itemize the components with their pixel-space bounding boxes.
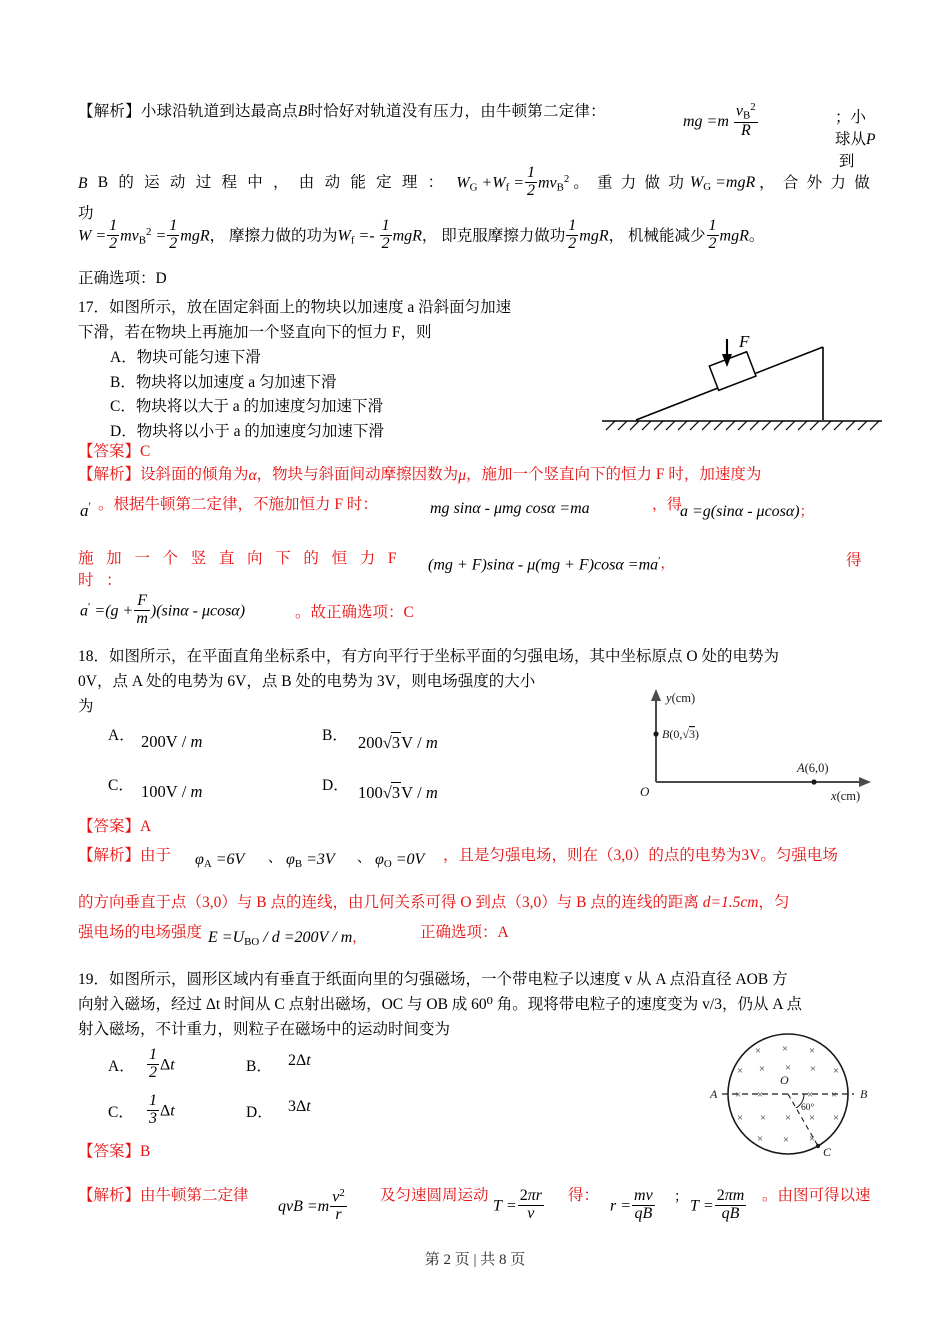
q17-option-c-key: C． [110,398,136,415]
q16-var-b: B [297,103,308,121]
svg-text:×: × [734,1089,742,1101]
q18-analysis-3b: ，匀 [758,894,790,911]
q18-analysis-1: 由于 [140,847,172,864]
q19-answer-value: B [140,1143,151,1160]
svg-text:×: × [808,1045,816,1057]
q16-solution-line3: W = $\frac{1}{2}$ $mv_B^2$ = $\frac{1}{2}$ mgR， 摩擦力做的功为$W_f$ =- $\frac{1}{2}$ mgR， 即克服摩擦力做功 $\frac{1}{2}$ mgR， 机械能减少 $\frac{1}{2}$ mgR。 [78,217,765,252]
q18-phi-o: $\varphi_O =0V$ [375,851,425,871]
svg-text:×: × [808,1112,816,1124]
svg-text:×: × [756,1089,764,1101]
q19-option-d-formula: 3Δt [288,1098,311,1115]
q18-point-b-label: B(0,√3) [662,727,699,741]
q17-conclusion: 。故正确选项：C [295,604,414,621]
q17-answer-value: C [140,443,151,460]
q17-option-a[interactable] [110,346,598,371]
q18-answer-line [78,815,151,838]
q17-formula-withF: (mg + F)sinα - μ(mg + F)cosα =ma′， [428,554,675,574]
q16-line2-mid: 。 重 力 做 功 [573,174,687,192]
svg-text:×: × [758,1063,766,1075]
svg-text:×: × [736,1112,744,1124]
q17-force-label: F [739,332,750,351]
q17-option-c[interactable] [110,395,598,420]
q19-option-c-formula: $\frac{1}{3}$ Δt [149,1092,175,1127]
q19-label-a: A [710,1087,718,1101]
q17-option-b-key: B． [110,373,136,391]
q18-origin-label: O [640,784,650,799]
q18-option-a-formula: 200V / m [141,732,203,751]
q17-analysis-line3: 施 加 一 个 竖 直 向 下 的 恒 力 F 时 ： [78,550,401,589]
q17-formula-a: a =g(sinα - μcosα)； [680,503,814,521]
q17-option-b[interactable] [110,371,598,396]
q18-stem-line3: 为 [78,698,94,715]
svg-text:×: × [756,1133,764,1145]
q18-option-a-key[interactable]: A． [108,727,135,744]
q17-analysis-label: 【解析】 [78,466,141,483]
q19-analysis-4: 。由图可得以速 [762,1187,871,1204]
q18-phi-a: $\varphi_A =6V$ [195,851,245,871]
q18-point-b-marker [653,731,658,736]
svg-text:×: × [832,1112,840,1124]
q18-option-d-key[interactable]: D． [322,777,349,794]
svg-text:×: × [781,1043,789,1055]
q18-analysis-line1-prefix [78,843,171,865]
q17-options [110,346,598,444]
q17-analysis-3: ，施加一个竖直向下的恒力 F 时，加速度为 [465,466,762,483]
q16-solution-line2: B B 的 运 动 过 程 中 ， 由 动 能 定 理 ： $W_G +W_f$ = $\frac{1}{2}$ $mv_B^2$ 。 重 力 做 功 $W_G =mgR$ ， 合 外 力 做 功 [78,164,872,222]
q16-line3-a: ， 摩擦力做的功为 [209,227,338,245]
q17-option-a-text: 物块可能匀速下滑 [136,349,261,366]
q19-stem-text1: 如图所示，圆形区域内有垂直于纸面向里的匀强磁场，一个带电粒子以速度 v 从 A 点沿直径 AOB 方 [109,971,788,988]
q18-answer-label: 【答案】 [78,818,141,835]
q17-option-b-text: 物块将以加速度 a 匀加速下滑 [135,373,337,391]
q19-label-o: O [780,1073,789,1087]
q17-figure-inclined-plane [596,325,886,440]
q16-text-3: ；小球从 [835,109,867,148]
svg-text:×: × [784,1062,792,1074]
q18-analysis-4: 强电场的电场强度 [78,924,203,941]
q17-option-a-key: A． [110,349,137,366]
q17-analysis-1: 设斜面的倾角为 [140,466,249,483]
q16-correct-option: 正确选项：D [78,270,167,287]
q17-analysis-line1 [78,463,883,487]
q17-symbol-mu: μ [458,466,466,484]
q19-options [108,1046,468,1134]
q16-text-3-4 [835,105,878,171]
q17-stem-text1: 如图所示，放在固定斜面上的物块以加速度 a 沿斜面匀加速 [109,299,512,316]
q17-option-d-key: D． [110,422,137,440]
q18-options [108,723,588,815]
svg-text:×: × [830,1089,838,1101]
q17-analysis-line2-var: a′ [80,500,92,520]
q18-stem-line1 [78,644,883,669]
q16-line3-c: ， 机械能减少 [608,227,706,245]
q19-label-c: C [823,1145,832,1159]
svg-text:×: × [782,1134,790,1146]
q18-answer-value: A [140,818,152,835]
q17-stem-line1 [78,295,598,320]
q17-option-d-text: 物块将以小于 a 的加速度匀加速下滑 [136,422,384,440]
q18-stem-text1: 如图所示，在平面直角坐标系中，有方向平行于坐标平面的匀强电场，其中坐标原点 O 处的电势为 [109,648,779,665]
q16-text-2: 时恰好对轨道没有压力，由牛顿第二定律： [307,103,606,120]
q18-analysis-label: 【解析】 [78,847,141,864]
q18-figure-cartesian-axes [634,684,884,804]
q18-option-b-formula: 200√3V / m [358,733,438,752]
q17-answer-line [78,440,883,463]
q17-number: 17． [78,299,110,316]
q19-option-a-key[interactable]: A． [108,1058,135,1075]
q16-text-1: 小球沿轨道到达最高点 [140,103,298,120]
q18-y-axis-label: y(cm) [666,691,696,705]
q19-formula-r: r = $\frac{mv}{qB}$ [610,1187,653,1222]
q17-formula-aprime: a′ =(g + $\frac{F}{m}$ )(sinα - μcosα) [80,592,246,627]
q17-formula-newton: mg sinα - μmg cosα =ma [430,500,590,518]
q17-answer-block [78,440,883,487]
q16-line2-end: ， 合 外 力 做 功 [78,174,872,222]
q19-analysis-1: 由牛顿第二定律 [140,1187,249,1204]
q19-analysis-label: 【解析】 [78,1187,141,1204]
q17-option-c-text: 物块将以大于 a 的加速度匀加速下滑 [135,398,383,415]
q17-symbol-alpha: α [248,466,257,484]
q16-line3-d: 。 [748,227,765,245]
q16-formula-1: mg =m $\frac{v_B^2}{R}$ [683,101,756,139]
q17-analysis-2: ，物块与斜面间动摩擦因数为 [256,466,459,483]
q18-point-a-label: A(6,0) [797,761,829,775]
q18-analysis-3 [78,890,789,912]
svg-text:×: × [806,1089,814,1101]
q18-sep-2: 、 [357,851,371,866]
q16-analysis-label: 【解析】 [78,103,141,120]
svg-text:×: × [784,1112,792,1124]
q19-figure-magnetic-field [700,1026,880,1166]
q19-angle-label: 60° [801,1103,815,1113]
svg-text:×: × [736,1065,744,1077]
q18-comma: ， [443,847,459,864]
q16-var-p: P [866,131,876,149]
q18-sep-1: 、 [268,851,282,866]
q19-option-b-key[interactable]: B． [246,1058,272,1075]
q16-line2-pre: B 的 运 动 过 程 中 ， 由 动 能 定 理 ： [97,174,447,192]
q18-formula-E: $E =U_{BO} / d =200V / m$， [208,928,367,948]
q16-solution-block [78,100,878,287]
q18-number: 18． [78,648,110,665]
q17-answer-label: 【答案】 [78,443,141,460]
q19-stem-line3: 射入磁场，不计重力，则粒子在磁场中的运动时间变为 [78,1021,451,1038]
q17-block [78,295,598,444]
q19-stem-line1 [78,967,883,992]
q17-analysis-line2-text: 。根据牛顿第二定律，不施加恒力 F 时： [98,496,378,513]
q17-word-de-2: 得 [846,552,862,569]
q19-analysis-3: 得： [568,1187,600,1204]
q17-stem-line2: 下滑，若在物块上再施加一个竖直向下的恒力 F，则 [78,324,432,341]
svg-text:×: × [754,1045,762,1057]
q19-option-d-key[interactable]: D． [246,1104,273,1121]
q18-option-c-formula: 100V / m [141,782,203,801]
q19-number: 19． [78,971,110,988]
q19-label-b: B [860,1087,868,1101]
q16-line3-b: ， 即克服摩擦力做功 [421,227,566,245]
q19-option-b-formula: 2Δt [288,1052,311,1069]
svg-text:×: × [832,1065,840,1077]
page-footer: 第 2 页 | 共 8 页 [424,1252,526,1268]
svg-text:×: × [808,1133,816,1145]
q19-analysis-2: 及匀速圆周运动 [380,1187,489,1204]
q19-stem-line2: 向射入磁场，经过 Δt 时间从 C 点射出磁场，OC 与 OB 成 60⁰ 角。现将带电粒子的速度变为 v/3，仍从 A 点 [78,996,803,1013]
q18-point-a-marker [811,779,816,784]
q18-option-b-key[interactable]: B． [322,727,348,744]
q18-d-value: d=1.5cm [702,894,759,912]
q19-analysis-prefix [78,1183,249,1205]
q19-option-c-key[interactable]: C． [108,1104,134,1121]
q19-formula-T2: T = $\frac{2\pi m}{qB}$ [690,1187,745,1222]
q18-phi-b: $\varphi_B =3V$ [286,851,335,871]
q19-formula-T: T = $\frac{2\pi r}{v}$ [493,1187,542,1222]
q17-word-de-1: ，得 [652,497,683,513]
q19-answer-label: 【答案】 [78,1143,141,1160]
q18-analysis-2 [443,843,838,865]
q18-analysis-2-text: 且是匀强电场，则在（3,0）的点的电势为3V。匀强电场 [458,847,838,864]
q18-analysis-3-text: 的方向垂直于点（3,0）与 B 点的连线，由几何关系可得 O 到点（3,0）与 B 点的连线的距离 [78,894,703,911]
svg-text:×: × [759,1112,767,1124]
q18-x-axis-label: x(cm) [831,789,861,803]
q19-answer-line [78,1139,150,1161]
q18-stem-line2: 0V，点 A 处的电势为 6V，点 B 处的电势为 3V，则电场强度的大小 [78,673,536,690]
q18-option-d-formula: 100√3V / m [358,783,438,802]
q19-formula-lorentz: qvB =m $\frac{v^2}{r}$ [278,1187,345,1224]
q16-text-4: 到 [838,153,855,171]
q19-sep-semicolon: ； [674,1190,688,1205]
q18-conclusion: 正确选项：A [420,924,509,941]
q18-option-c-key[interactable]: C． [108,777,134,794]
svg-text:×: × [809,1063,817,1075]
q19-option-a-formula: $\frac{1}{2}$ Δt [149,1046,175,1081]
